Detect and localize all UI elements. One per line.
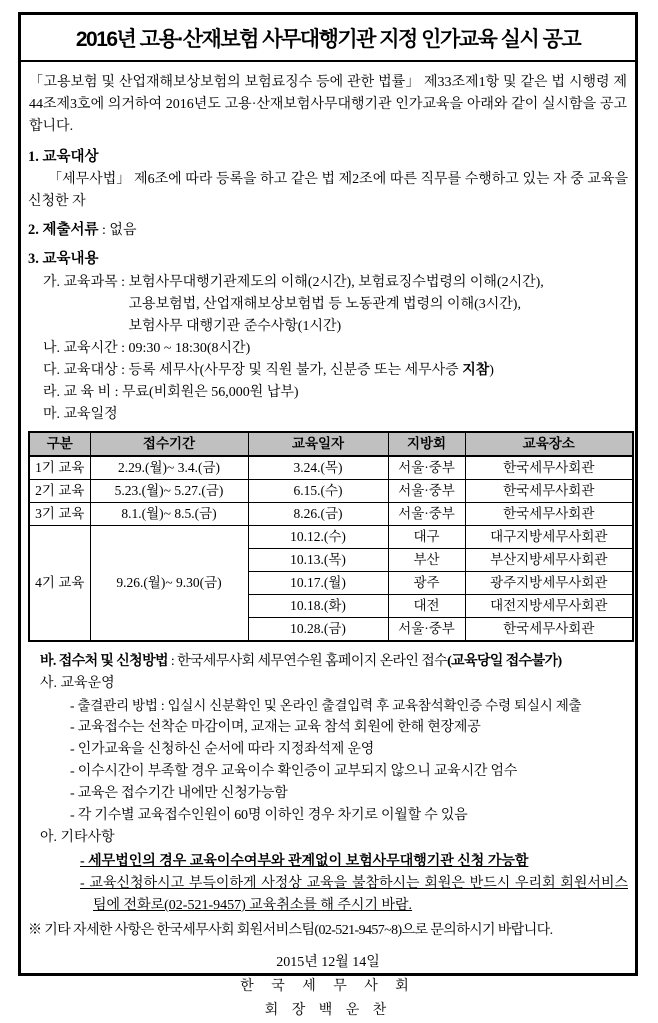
section-3-items xyxy=(43,272,628,426)
schedule-table xyxy=(28,431,634,642)
bullet-carryover: - 각 기수별 교육접수인원이 60명 이하인 경우 차기로 이월할 수 있음 xyxy=(70,808,468,823)
cell-gubun: 3기 교육 xyxy=(29,503,90,526)
cell-place: 대구지방세무사회관 xyxy=(465,526,633,549)
item-subject-body xyxy=(129,272,628,338)
cell-region: 서울·중부 xyxy=(388,503,465,526)
item-subject-line1: 보험사무대행기관제도의 이해(2시간), 보험료징수법령의 이해(2시간), xyxy=(128,275,544,290)
table-row xyxy=(29,480,633,503)
cell-date: 10.18.(화) xyxy=(248,595,388,618)
cell-date: 6.15.(수) xyxy=(248,480,388,503)
column-header-gubun: 구분 xyxy=(29,432,90,456)
column-header-date: 교육일자 xyxy=(248,432,388,456)
bullet-attendance: - 출결관리 방법 : 입실시 신분확인 및 온라인 출결입력 후 교육참석확인증 수령 퇴실시 제출 xyxy=(70,698,582,713)
item-subject-line3: 보험사무 대행기관 준수사항(1시간) xyxy=(128,319,342,334)
item-subject xyxy=(43,272,628,338)
cell-date: 8.26.(금) xyxy=(248,503,388,526)
document-body xyxy=(21,62,635,1023)
item-target-pre: 다. 교육대상 : 등록 세무사(사무장 및 직원 불가, 신분증 또는 세무사증 xyxy=(43,363,463,378)
section-1-heading: 1. 교육대상 xyxy=(28,149,99,165)
notice-date: 2015년 12월 14일 xyxy=(276,955,380,970)
bullet-seating: - 인가교육을 신청하신 순서에 따라 지정좌석제 운영 xyxy=(70,742,375,757)
title-box xyxy=(21,15,635,62)
section-1-body: 「세무사법」 제6조에 따라 등록을 하고 같은 법 제2조에 따른 직무를 수행하고 있는 자 중 교육을 신청한 자 xyxy=(28,172,628,209)
cell-place: 광주지방세무사회관 xyxy=(465,572,633,595)
bullet-cancellation: - 교육신청하시고 부득이하게 사정상 교육을 불참하시는 회원은 반드시 우리회 회원서비스팀에 전화로(02-521-9457) 교육취소를 해 주시기 바람. xyxy=(80,876,628,913)
section-sa-heading: 사. 교육운영 xyxy=(40,676,115,691)
item-registration-restriction: (교육당일 접수불가) xyxy=(447,654,562,669)
item-registration xyxy=(40,651,628,673)
item-subject-label: 가. 교육과목 : xyxy=(43,275,129,290)
intro-paragraph: 「고용보험 및 산업재해보상보험의 보험료징수 등에 관한 법률」 제33조제1항 및 같은 법 시행령 제44조제3호에 의거하여 2016년도 고용·산재보험사무대행기관 인가교육을 아래와 같이 실시함을 공고합니다. xyxy=(29,75,627,134)
note-inquiry: ※ 기타 자세한 사항은 한국세무사회 회원서비스팀(02-521-9457~8)으로 문의하시기 바랍니다. xyxy=(28,923,553,938)
section-2-heading: 2. 제출서류 xyxy=(28,222,99,238)
cell-date: 10.13.(목) xyxy=(248,549,388,572)
cell-date: 10.17.(월) xyxy=(248,572,388,595)
cell-gubun: 1기 교육 xyxy=(29,456,90,480)
cell-place: 부산지방세무사회관 xyxy=(465,549,633,572)
table-row xyxy=(29,526,633,549)
cell-period: 5.23.(월)~ 5.27.(금) xyxy=(90,480,248,503)
cell-region: 광주 xyxy=(388,572,465,595)
cell-place: 한국세무사회관 xyxy=(465,456,633,480)
cell-place: 한국세무사회관 xyxy=(465,503,633,526)
section-ah-bullets xyxy=(80,851,628,917)
president-signature: 회 장 백 운 찬 xyxy=(264,1003,392,1018)
section-2-value: : 없음 xyxy=(98,223,137,238)
cell-region: 서울·중부 xyxy=(388,480,465,503)
cell-place: 한국세무사회관 xyxy=(465,618,633,642)
column-header-region: 지방회 xyxy=(388,432,465,456)
cell-date: 10.12.(수) xyxy=(248,526,388,549)
section-ah-heading: 아. 기타사항 xyxy=(40,830,115,845)
notice-document xyxy=(18,12,638,1018)
bullet-period-only: - 교육은 접수기간 내에만 신청가능함 xyxy=(70,786,288,801)
section-2-row xyxy=(28,219,628,242)
column-header-period: 접수기간 xyxy=(90,432,248,456)
item-time: 나. 교육시간 : 09:30 ~ 18:30(8시간) xyxy=(43,341,251,356)
document-title: 2016년 고용·산재보험 사무대행기관 지정 인가교육 실시 공고 xyxy=(75,28,581,51)
cell-region: 대전 xyxy=(388,595,465,618)
bullet-hours: - 이수시간이 부족할 경우 교육이수 확인증이 교부되지 않으니 교육시간 엄수 xyxy=(70,764,518,779)
cell-region: 서울·중부 xyxy=(388,456,465,480)
cell-region: 부산 xyxy=(388,549,465,572)
item-registration-mid: : 한국세무사회 세무연수원 홈페이지 온라인 접수 xyxy=(167,654,448,669)
cell-gubun: 2기 교육 xyxy=(29,480,90,503)
section-3-heading: 3. 교육내용 xyxy=(28,251,99,267)
organization-name: 한 국 세 무 사 회 xyxy=(240,979,416,994)
cell-date: 3.24.(목) xyxy=(248,456,388,480)
cell-date: 10.28.(금) xyxy=(248,618,388,642)
cell-place: 대전지방세무사회관 xyxy=(465,595,633,618)
column-header-place: 교육장소 xyxy=(465,432,633,456)
item-target-post: ) xyxy=(489,363,494,378)
cell-period: 2.29.(월)~ 3.4.(금) xyxy=(90,456,248,480)
item-target xyxy=(43,360,628,382)
table-header-row xyxy=(29,432,633,456)
item-subject-line2: 고용보험법, 산업재해보상보험법 등 노동관계 법령의 이해(3시간), xyxy=(128,297,521,312)
bullet-corporation: - 세무법인의 경우 교육이수여부와 관계없이 보험사무대행기관 신청 가능함 xyxy=(80,854,529,869)
bullet-first-come: - 교육접수는 선착순 마감이며, 교재는 교육 참석 회원에 한해 현장제공 xyxy=(70,720,481,735)
cell-period: 8.1.(월)~ 8.5.(금) xyxy=(90,503,248,526)
table-row xyxy=(29,503,633,526)
section-sa-bullets xyxy=(70,695,628,827)
item-fee: 라. 교 육 비 : 무료(비회원은 56,000원 납부) xyxy=(43,385,299,400)
table-row xyxy=(29,456,633,480)
cell-region: 서울·중부 xyxy=(388,618,465,642)
item-schedule-label: 마. 교육일정 xyxy=(43,407,118,422)
cell-region: 대구 xyxy=(388,526,465,549)
cell-place: 한국세무사회관 xyxy=(465,480,633,503)
item-target-bold: 지참 xyxy=(462,363,490,378)
cell-gubun: 4기 교육 xyxy=(29,526,90,642)
item-registration-label: 바. 접수처 및 신청방법 xyxy=(40,654,168,669)
cell-period: 9.26.(월)~ 9.30(금) xyxy=(90,526,248,642)
signature-block xyxy=(28,951,628,1023)
